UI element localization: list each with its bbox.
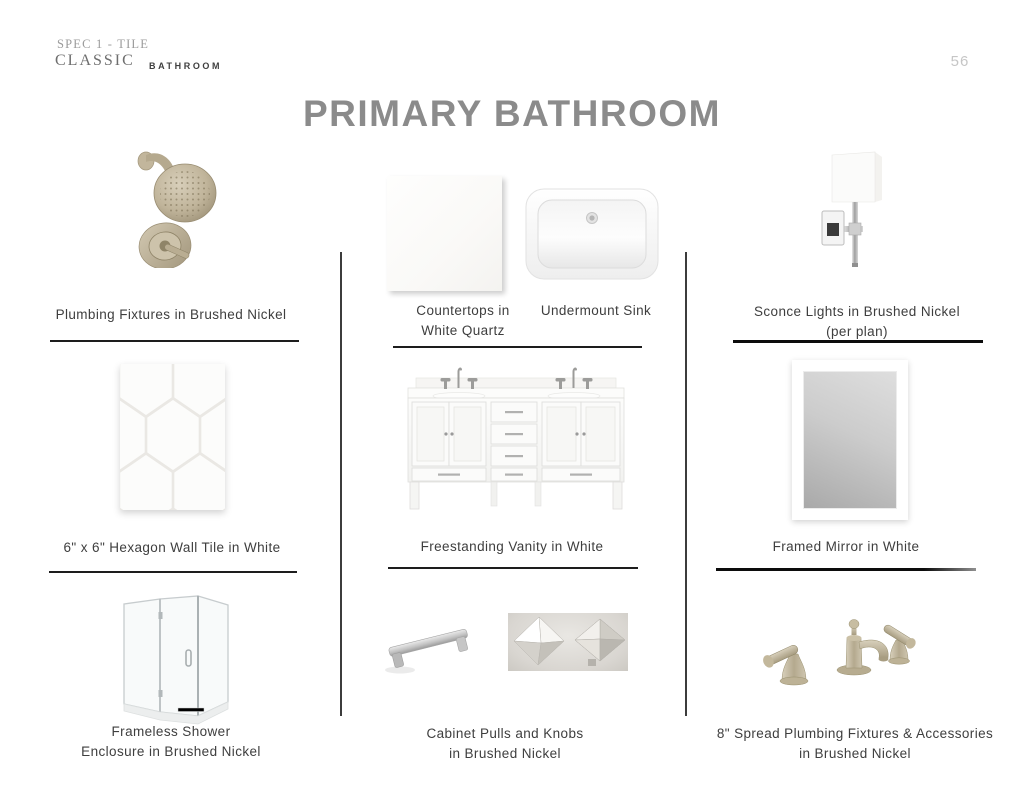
column-divider-right bbox=[685, 252, 687, 716]
cabinet-pull-image bbox=[380, 610, 480, 680]
caption-vanity: Freestanding Vanity in White bbox=[420, 539, 604, 554]
caption-countertops: Countertops in White Quartz bbox=[416, 303, 510, 338]
rule-row2-col1 bbox=[49, 571, 297, 573]
shower-enclosure-image bbox=[118, 592, 233, 730]
rule-row2-col3 bbox=[716, 568, 976, 571]
widespread-faucet-image bbox=[762, 598, 924, 693]
category-label: BATHROOM bbox=[149, 61, 223, 71]
caption-sconce-lights: Sconce Lights in Brushed Nickel (per plan) bbox=[753, 304, 960, 339]
rule-row1-col2 bbox=[393, 346, 642, 348]
spec-label: SPEC 1 - TILE bbox=[57, 37, 150, 51]
caption-shower-enclosure: Frameless Shower Enclosure in Brushed Nickel bbox=[81, 724, 261, 759]
rule-row1-col3 bbox=[733, 340, 983, 343]
shower-fixture-image bbox=[125, 148, 225, 268]
undermount-sink-image bbox=[525, 188, 659, 280]
caption-undermount-sink: Undermount Sink bbox=[540, 303, 652, 318]
caption-spread-fixtures: 8" Spread Plumbing Fixtures & Accessories in Brushed Nickel bbox=[716, 726, 994, 761]
hexagon-tile-swatch bbox=[120, 364, 225, 510]
sconce-light-image bbox=[805, 145, 905, 275]
caption-hexagon-tile: 6" x 6" Hexagon Wall Tile in White bbox=[63, 540, 281, 555]
caption-plumbing-fixtures: Plumbing Fixtures in Brushed Nickel bbox=[55, 307, 287, 322]
rule-row2-col2 bbox=[388, 567, 638, 569]
mirror-glass bbox=[803, 371, 897, 509]
framed-mirror-image bbox=[792, 360, 908, 520]
collection-label: CLASSIC bbox=[55, 52, 135, 69]
page-number: 56 bbox=[950, 53, 970, 70]
quartz-countertop-swatch bbox=[387, 176, 502, 291]
cabinet-knobs-image bbox=[508, 613, 628, 671]
rule-row1-col1 bbox=[50, 340, 299, 342]
vanity-image bbox=[396, 360, 636, 515]
page-title: PRIMARY BATHROOM bbox=[303, 93, 721, 134]
column-divider-left bbox=[340, 252, 342, 716]
caption-mirror: Framed Mirror in White bbox=[772, 539, 920, 554]
caption-cabinet-pulls: Cabinet Pulls and Knobs in Brushed Nickel bbox=[426, 726, 584, 761]
